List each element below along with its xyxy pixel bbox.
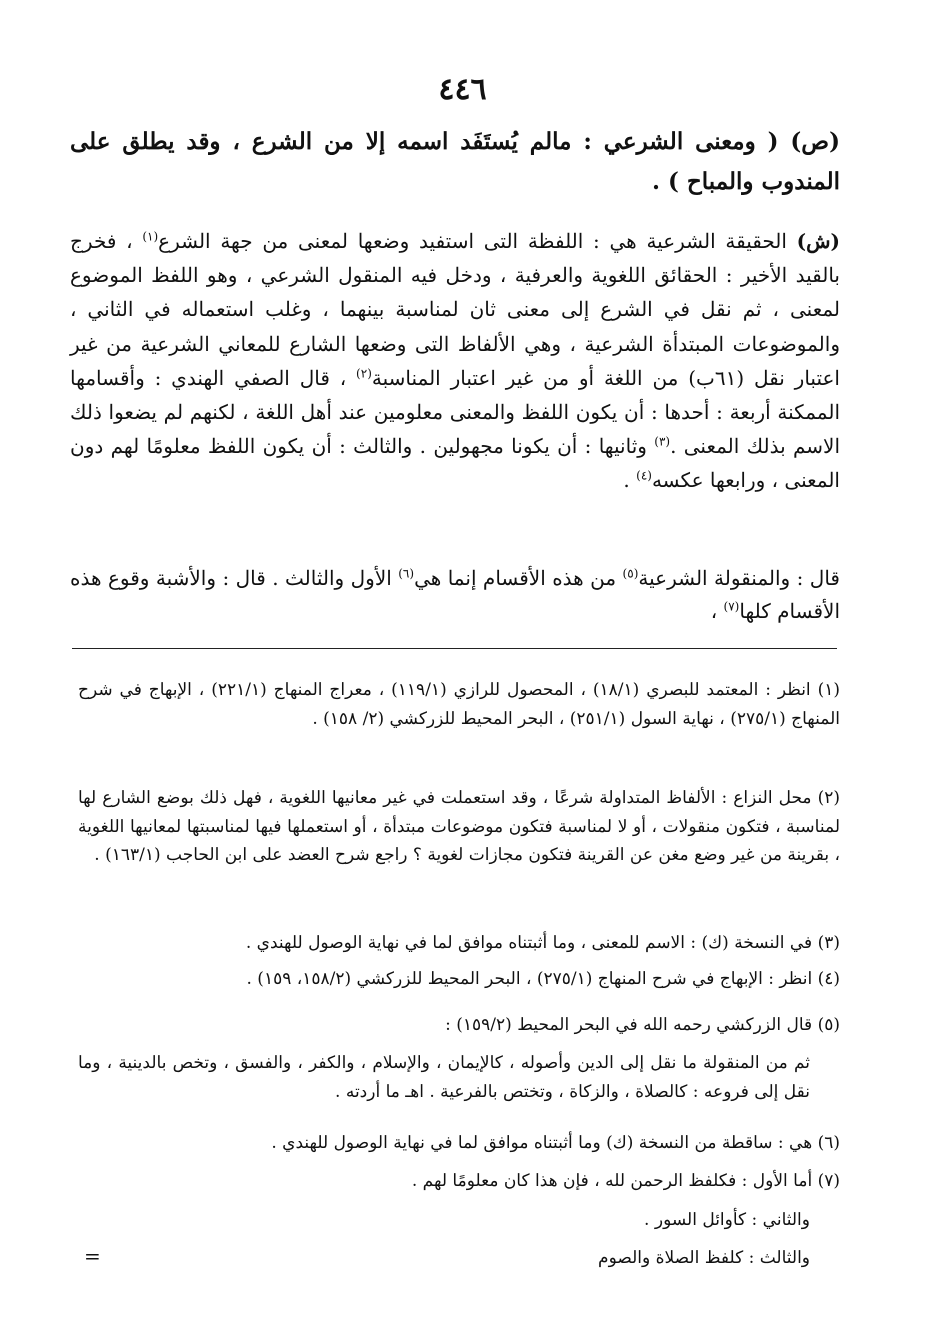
footnote-1: (١) انظر : المعتمد للبصري (١٨/١) ، المحصول للرازي (١١٩/١) ، معراج المنهاج (٢٢١/١) ، الإبهاج في شرح المنهاج (٢٧٥/١) ، نهاية السول (٢٥١/١) ، البحر المحيط للزركشي (٢/ ١٥٨) .	[78, 680, 840, 729]
footnote-ref[interactable]: (٤)	[636, 468, 652, 483]
footnote-6: (٦) هي : ساقطة من النسخة (ك) وما أثبتناه موافق لما في نهاية الوصول للهندي .	[271, 1133, 840, 1153]
sharh-text: قال : والمنقولة الشرعية	[638, 566, 840, 590]
footnote-ref[interactable]: (٥)	[622, 566, 639, 581]
footnote-7: (٧) أما الأول : فكلفظ الرحمن لله ، فإن هذا كان معلومًا لهم .	[411, 1171, 840, 1191]
sharh-text: الأول والثالث . قال : والأشبة وقوع هذه الأقسام كلها	[70, 566, 840, 623]
sharh-text: ، قال الصفي الهندي : وأقسامها الممكنة أربعة : أحدها : أن يكون اللفظ والمعنى معلومين عند أهل اللغة ، لكنهم لم يضعوا ذلك الاسم بذلك المعنى .	[70, 365, 841, 459]
sharh-marker: (ش)	[796, 229, 840, 253]
sharh-text: وثانيها : أن يكونا مجهولين . والثالث : أن يكون اللفظ معلومًا لهم دون المعنى ، ورابعها عكسه	[70, 434, 840, 493]
footnote-5: (٥) قال الزركشي رحمه الله في البحر المحيط (١٥٩/٢) :	[445, 1015, 840, 1035]
footnote-7-third: والثالث : كلفظ الصلاة والصوم	[598, 1248, 810, 1268]
sharh-text: ،	[710, 599, 718, 623]
matn-text: ( ومعنى الشرعي : مالم يُستَفَد اسمه إلا من الشرع ، وقد يطلق على المندوب والمباح ) .	[70, 128, 840, 195]
footnote-4: (٤) انظر : الإبهاج في شرح المنهاج (٢٧٥/١) ، البحر المحيط للزركشي (١٥٨/٢، ١٥٩) .	[246, 969, 840, 989]
sharh-text: الحقيقة الشرعية هي : اللفظة التى استفيد وضعها لمعنى من جهة الشرع	[158, 229, 787, 253]
footnote-ref[interactable]: (٢)	[356, 366, 372, 381]
footnote-ref[interactable]: (٧)	[723, 599, 740, 614]
sharh-paragraph-1	[70, 224, 840, 498]
sharh-text: ، فخرج بالقيد الأخير : الحقائق اللغوية والعرفية ، ودخل فيه المنقول الشرعي ، وهو اللفظ الموضوع لمعنى ، ثم نقل في الشرع إلى معنى ثان لمناسبة بينهما ، وغلب استعماله في الثاني ، والموضوعات المبتدأة الشرعية ، وهي الألفاظ التى وضعها الشارع للمعاني الشرعية من غير اعتبار نقل (٦١ب) من اللغة أو من غير اعتبار المناسبة	[70, 229, 840, 390]
sharh-text: .	[623, 468, 630, 493]
footnote-ref[interactable]: (١)	[142, 229, 159, 244]
sharh-text: من هذه الأقسام إنما هي	[414, 566, 617, 590]
footnote-ref[interactable]: (٣)	[654, 434, 671, 449]
matn-marker: (ص)	[790, 128, 840, 155]
footnote-3: (٣) في النسخة (ك) : الاسم للمعنى ، وما أثبتناه موافق لما في نهاية الوصول للهندي .	[245, 933, 840, 953]
page-number: ٤٤٦	[438, 72, 487, 107]
footnote-7-second: والثاني : كأوائل السور .	[644, 1210, 810, 1230]
continuation-mark: =	[84, 1244, 101, 1268]
footnote-2: (٢) محل النزاع : الألفاظ المتداولة شرعًا ، وقد استعملت في غير معانيها اللغوية ، فهل ذلك بوضع الشارع لها لمناسبة ، فتكون منقولات ، أو لا لمناسبة فتكون موضوعات مبتدأة ، أو استعملها فيها لمناسبتها لمعانيها اللغوية ، بقرينة من غير وضع مغن عن القرينة فتكون مجازات لغوية ؟ راجع شرح العضد على ابن الحاجب (١٦٣/١) .	[78, 788, 840, 865]
matn-heading	[70, 122, 840, 202]
footnote-5-quote: ثم من المنقولة ما نقل إلى الدين وأصوله ، كالإيمان ، والإسلام ، والكفر ، والفسق ، وتخص بالدينية ، وما نقل إلى فروعه : كالصلاة ، والزكاة ، وتختص بالفرعية . اهـ ما أردته .	[78, 1053, 810, 1102]
sharh-paragraph-2	[70, 562, 840, 628]
footnote-ref[interactable]: (٦)	[398, 566, 415, 581]
footnote-separator	[72, 648, 837, 649]
